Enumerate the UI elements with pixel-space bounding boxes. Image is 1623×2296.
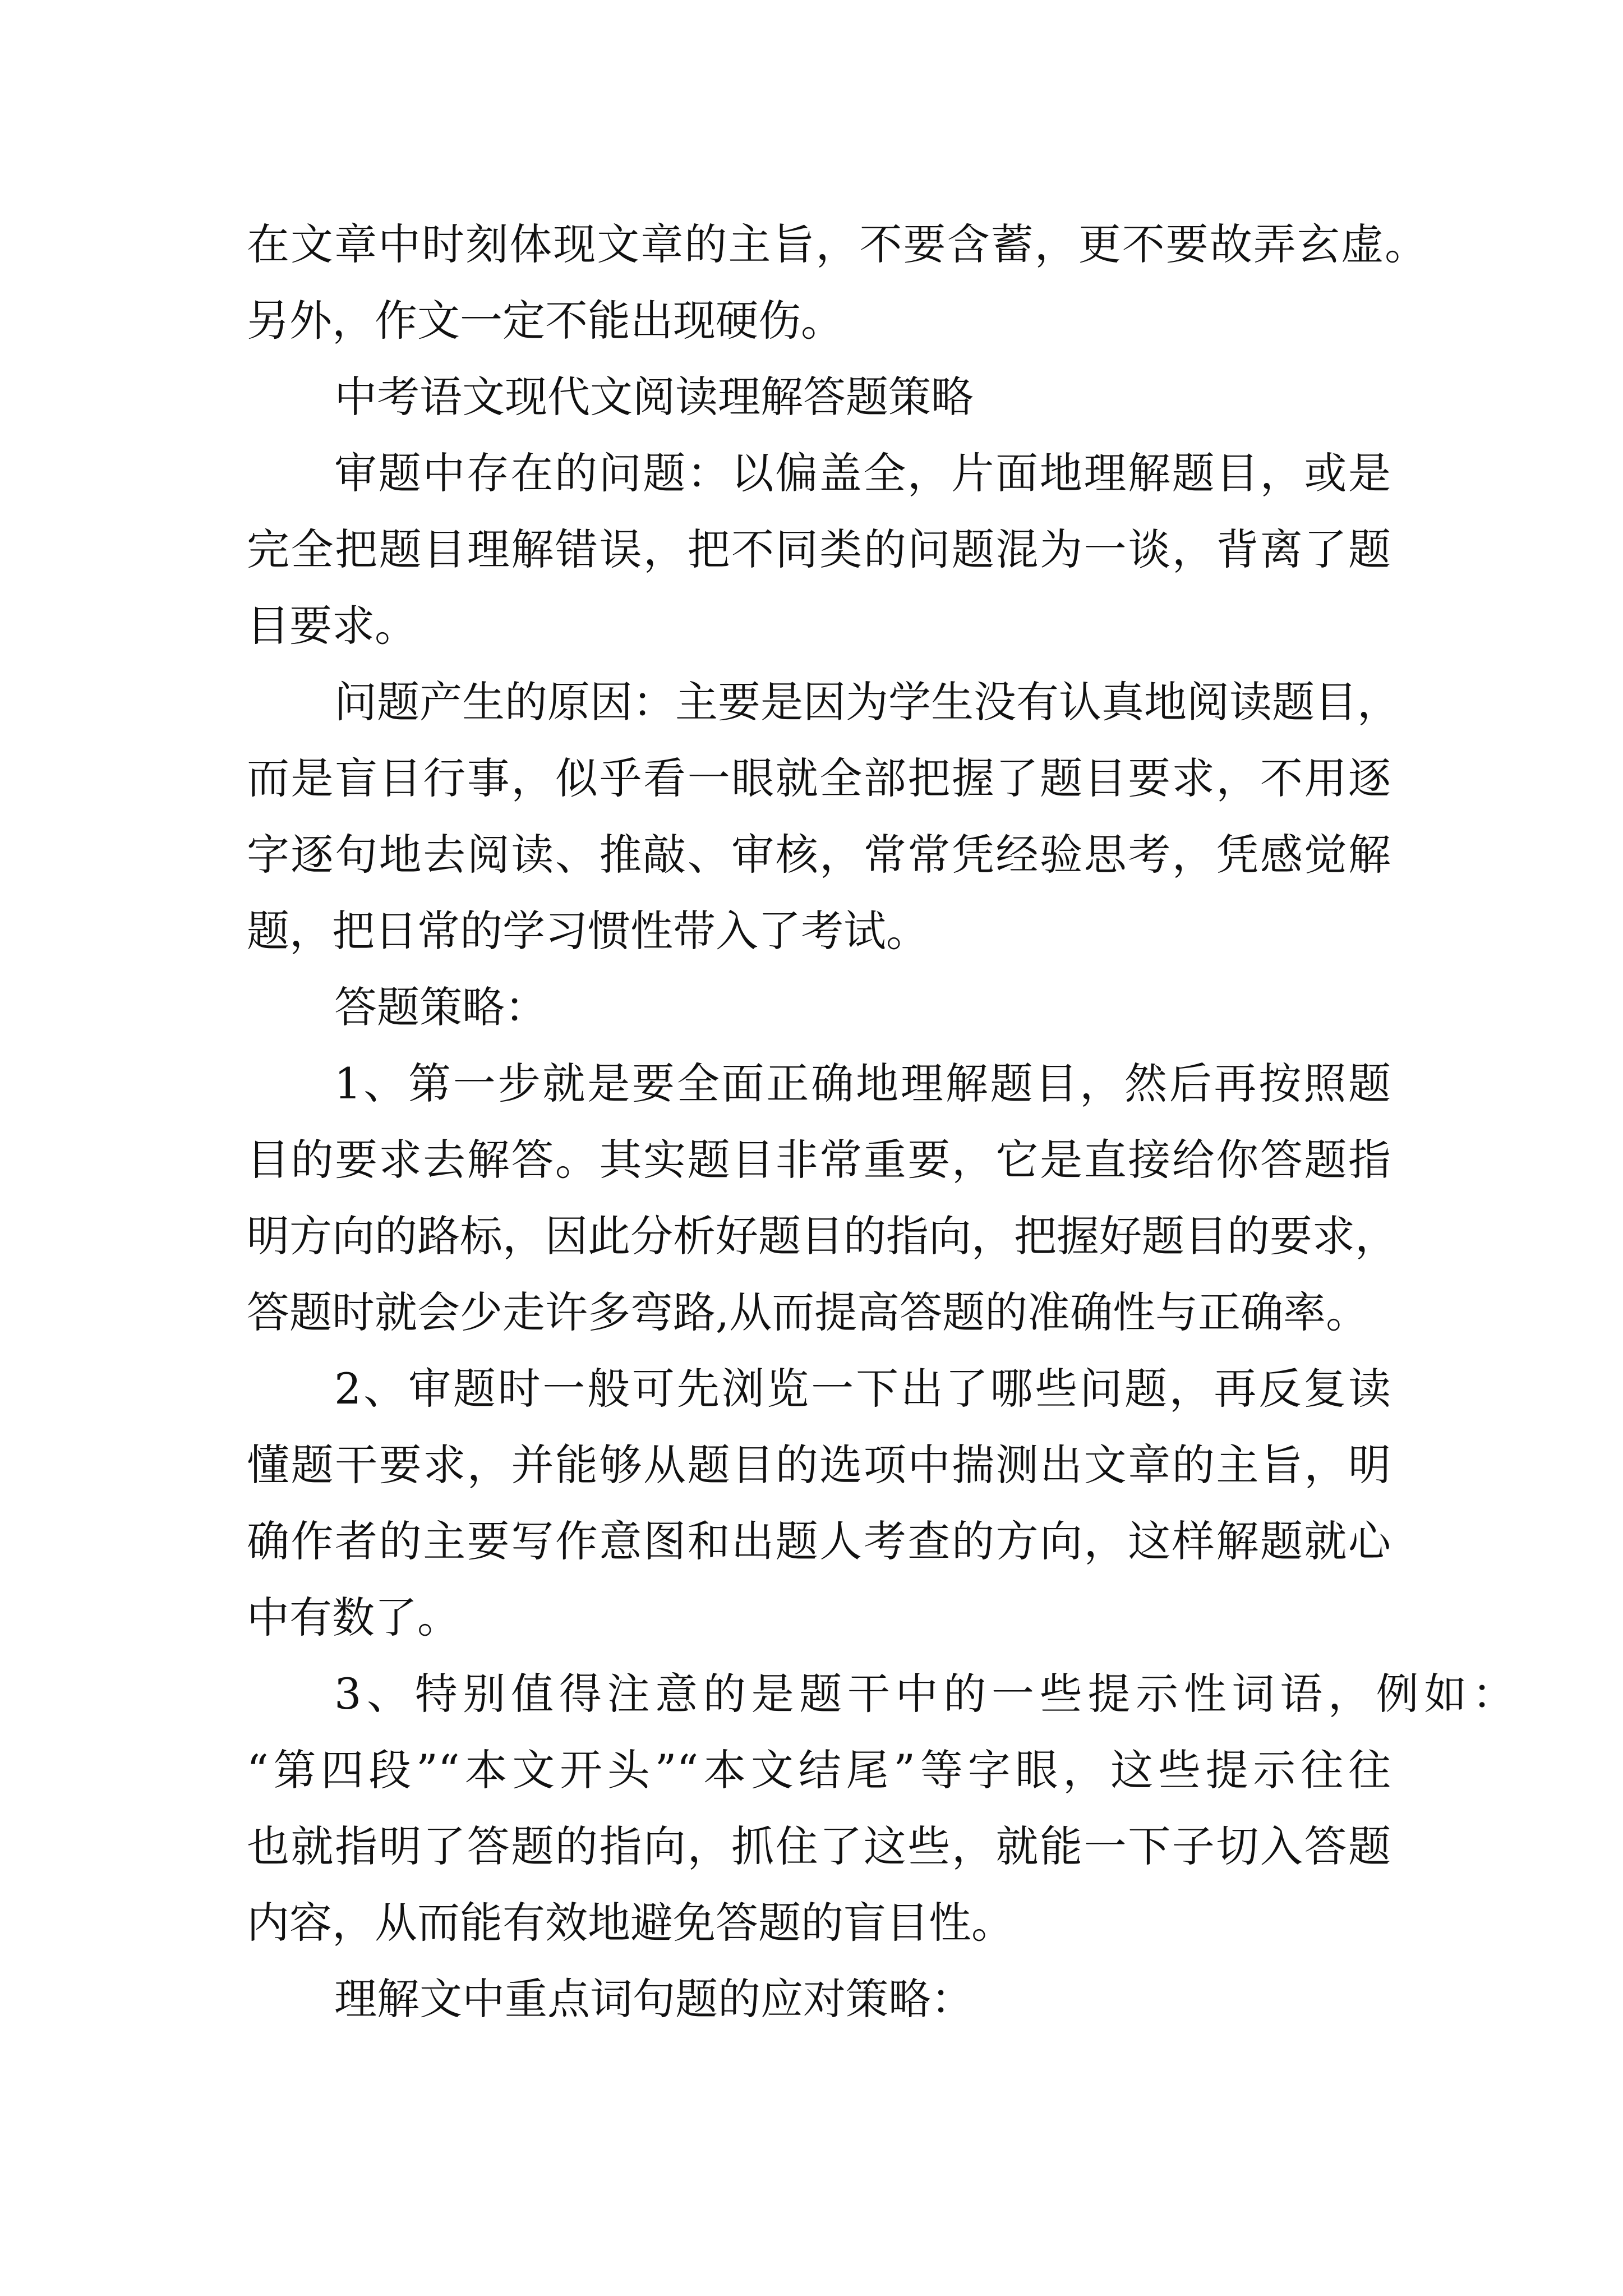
text-line: 在文章中时刻体现文章的主旨，不要含蓄，更不要故弄玄虚。: [247, 219, 1427, 269]
text-line: 理解文中重点词句题的应对策略：: [334, 1974, 974, 2024]
text-line: 明方向的路标，因此分析好题目的指向，把握好题目的要求，: [247, 1211, 1398, 1261]
text-line: 答题时就会少走许多弯路,从而提高答题的准确性与正确率。: [247, 1287, 1369, 1337]
text-line: 2、审题时一般可先浏览一下出了哪些问题，再反复读: [334, 1364, 1391, 1414]
paragraph-strategy-2: [247, 1351, 1391, 1656]
paragraph-strategy-1: [247, 1046, 1398, 1351]
text-line: “第四段”“本文开头”“本文结尾”等字眼，这些提示往往: [247, 1745, 1391, 1795]
text-line: 确作者的主要写作意图和出题人考查的方向，这样解题就心: [247, 1516, 1391, 1566]
body-text: [247, 206, 1515, 2037]
paragraph-strategy-heading: [247, 969, 1391, 1046]
text-line: 目的要求去解答。其实题目非常重要，它是直接给你答题指: [247, 1135, 1391, 1185]
text-line: 字逐句地去阅读、推敲、审核，常常凭经验思考，凭感觉解: [247, 830, 1391, 880]
heading-line: 中考语文现代文阅读理解答题策略: [334, 372, 974, 422]
text-line: 也就指明了答题的指向，抓住了这些，就能一下子切入答题: [247, 1821, 1391, 1871]
paragraph-causes: [247, 664, 1400, 969]
text-line: 审题中存在的问题：以偏盖全，片面地理解题目，或是: [334, 448, 1391, 498]
paragraph-key-sentences-heading: [247, 1961, 1391, 2037]
text-line: 完全把题目理解错误，把不同类的问题混为一谈，背离了题: [247, 524, 1391, 574]
text-line: 而是盲目行事，似乎看一眼就全部把握了题目要求，不用逐: [247, 753, 1391, 803]
text-line: 1、第一步就是要全面正确地理解题目，然后再按照题: [334, 1059, 1391, 1108]
section-heading: [247, 359, 1391, 435]
text-line: 题，把日常的学习惯性带入了考试。: [247, 906, 929, 956]
text-line: 中有数了。: [247, 1593, 460, 1642]
text-line: 问题产生的原因：主要是因为学生没有认真地阅读题目，: [334, 677, 1400, 727]
text-line: 懂题干要求，并能够从题目的选项中揣测出文章的主旨，明: [247, 1440, 1391, 1490]
text-line: 另外，作文一定不能出现硬伤。: [247, 296, 843, 346]
text-line: 内容，从而能有效地避免答题的盲目性。: [247, 1898, 1014, 1948]
text-line: 3、特别值得注意的是题干中的一些提示性词语，例如：: [334, 1669, 1515, 1719]
text-line: 目要求。: [247, 601, 417, 651]
paragraph-strategy-3: [247, 1656, 1515, 1961]
text-line: 答题策略：: [334, 982, 547, 1032]
paragraph-problems: [247, 435, 1391, 664]
paragraph-composition-tips: [247, 206, 1427, 359]
